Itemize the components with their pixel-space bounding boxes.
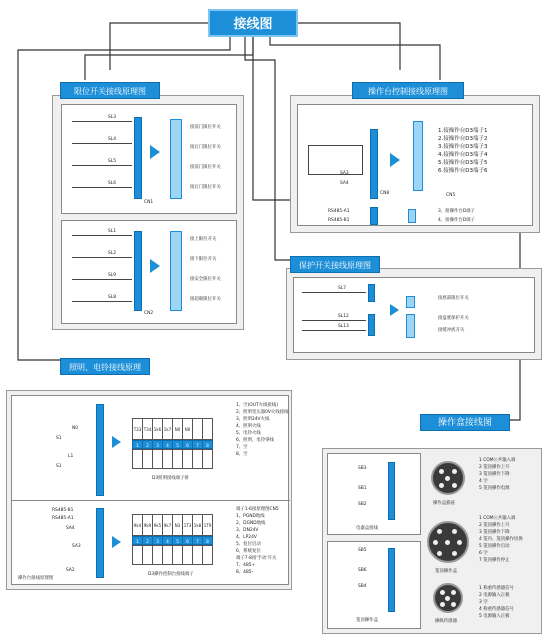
connector-block	[170, 119, 182, 199]
terminal-strip	[370, 207, 378, 225]
opbox-panel	[322, 448, 542, 634]
plug-socket-icon	[433, 583, 463, 613]
switch-label: SA4	[340, 181, 349, 186]
main-title: 接线图	[208, 9, 298, 37]
switch-label: SL3	[108, 115, 117, 120]
switch-label: SB3	[358, 466, 367, 471]
switch-label: SA3	[72, 544, 81, 549]
terminal-label: N0	[72, 426, 79, 431]
switch-label: SB2	[358, 502, 367, 507]
arrow-right-icon	[112, 436, 121, 448]
output-label: 接后门限位开关	[190, 185, 221, 190]
terminal-label: S1	[56, 436, 62, 441]
limit-switch-panel	[52, 95, 244, 330]
bottom-caption: 操作台接线原理图	[18, 576, 54, 581]
arrow-right-icon	[150, 259, 160, 273]
protect-diagram	[293, 277, 535, 353]
lighting-panel	[6, 390, 292, 590]
connector-block	[413, 121, 423, 191]
top-table: T33 T34 1k6 1k7 N0 N0 1 2 3 4 5 6 7 8	[132, 418, 212, 469]
rs485-label: RS485-B1	[52, 508, 74, 513]
switch-label: SL9	[108, 273, 117, 278]
switch-label: SL4	[108, 137, 117, 142]
terminal-strip	[134, 231, 142, 311]
switch-label: SL2	[108, 251, 117, 256]
connector-block	[408, 209, 416, 223]
terminal-strip	[370, 129, 378, 199]
rs485-label: RS485-A1	[52, 516, 74, 521]
box-caption: 笼顶操作盒	[356, 618, 378, 623]
rs485-output: 4、接操作台D端子	[438, 218, 475, 223]
box2-diagram	[327, 541, 421, 629]
plug2-list: 1 COM公共输入端 2 笼顶操作上升 3 笼顶操作下降 4 笼内、笼顶操作切换 5 笼顶操作启动 6 空 7 笼顶操作停止	[479, 516, 523, 563]
top-list: 1、空(OUT火线接线) 2、照明变压器0V火线接线 3、照明24V火线 4、照明火线 5、电铃火线 6、照明、电铃零线 7、空 8、空	[236, 403, 289, 457]
plug-caption: 操作盒插座	[433, 501, 455, 506]
limit-section-title: 限位开关接线原理图	[60, 82, 160, 99]
terminal-strip	[388, 462, 395, 520]
plug-socket-icon	[431, 461, 465, 495]
output-label: 接安全限位开关	[190, 277, 221, 282]
switch-label: SL8	[108, 295, 117, 300]
console-diagram	[297, 104, 533, 226]
output-label: 接前门限位开关	[190, 125, 221, 130]
output-label: 接缓冲底开关	[438, 328, 465, 333]
plug3-list: 1 称重传感器信号 2 电源输入正极 3 空 4 称重传感器信号 5 电源输入正极	[479, 586, 514, 619]
connector-block	[406, 296, 415, 308]
output-label: 接后门限位开关	[190, 145, 221, 150]
output-list: 1.接操作台D3端子1 2.接操作台D3端子2 3.接操作台D3端子3 4.接操作台D3端子4 5.接操作台D3端子5 6.接操作台D3端子6	[438, 128, 488, 174]
plug-socket-icon	[427, 521, 469, 563]
protect-section-title: 保护开关接线原理图	[290, 256, 380, 273]
lighting-diagram	[11, 395, 289, 585]
switch-label: SL13	[338, 324, 349, 329]
plug-caption: 操纵传感器	[435, 619, 457, 624]
connector-block	[170, 231, 182, 311]
connector-label: CN5	[446, 193, 456, 198]
output-label: 接前门限位开关	[190, 165, 221, 170]
switch-label: SA2	[66, 568, 75, 573]
console-section-title: 操作台控制接线原理图	[352, 82, 464, 99]
terminal-strip	[368, 314, 375, 336]
switch-label: SA3	[340, 171, 349, 176]
output-label: 接下限位开关	[190, 257, 217, 262]
arrow-right-icon	[390, 304, 399, 316]
output-label: 接底部限位开关	[438, 296, 469, 301]
plug-caption: 笼顶操作盒	[435, 569, 457, 574]
opbox-section-title: 操作盒接线图	[420, 414, 510, 431]
console-panel	[290, 95, 540, 233]
terminal-strip	[96, 404, 104, 496]
output-label: 接超载限位开关	[190, 297, 221, 302]
arrow-right-icon	[390, 153, 400, 167]
arrow-right-icon	[150, 145, 160, 159]
table-caption: D3操作控制台接线端子	[148, 572, 194, 577]
lighting-section-title: 照明、电铃接线原理图	[60, 358, 150, 375]
terminal-strip	[134, 117, 142, 199]
switch-label: SL5	[108, 159, 117, 164]
output-label: 接上限位开关	[190, 237, 217, 242]
rs485-label: RS485-B1	[328, 218, 350, 223]
protect-panel	[286, 268, 542, 360]
terminal-label: S1	[56, 464, 62, 469]
connector-label: CN8	[380, 191, 390, 196]
connector-label: CN1	[144, 200, 154, 205]
cn1-diagram	[61, 104, 237, 214]
arrow-right-icon	[112, 536, 121, 548]
bottom-table: 9k4 9k9 9k5 9k7 N3 1T3 1k8 1T9 1 2 3 4 5 6 7 8	[132, 514, 212, 565]
terminal-strip	[96, 508, 104, 578]
terminal-strip	[368, 284, 375, 302]
table-caption: D3照明接线端子排	[152, 476, 189, 481]
cn2-diagram	[61, 220, 237, 324]
output-label: 接盘底保护开关	[438, 316, 469, 321]
switch-label: SB1	[358, 486, 367, 491]
connector-block	[406, 314, 415, 338]
connector-label: CN2	[144, 311, 154, 316]
box1-diagram	[327, 453, 421, 535]
switch-label: SB6	[358, 568, 367, 573]
switch-label: SL1	[108, 229, 117, 234]
switch-label: SL12	[338, 314, 349, 319]
switch-label: SB4	[358, 584, 367, 589]
bottom-list: 端子1-6接原理图CN5 1、PGND地线 2、DGND地线 3、DN24V 4、LP24V 5、复位启动 6、系统复位 端子7-8接'手动'开关 7、485+ 8、485-	[236, 507, 279, 575]
rs485-label: RS485-A1	[328, 209, 350, 214]
box-caption: 电器盒接线	[356, 526, 378, 531]
switch-label: SA4	[66, 526, 75, 531]
terminal-label: L1	[68, 454, 74, 459]
terminal-strip	[388, 548, 395, 612]
rs485-output: 3、接操作台D端子	[438, 209, 475, 214]
switch-label: SL7	[338, 286, 347, 291]
plug1-list: 1 COM公共输入端 2 笼顶操作上升 3 笼顶操作下降 4 空 5 笼顶操作电源	[479, 458, 516, 491]
switch-label: SL6	[108, 181, 117, 186]
switch-label: SB5	[358, 548, 367, 553]
